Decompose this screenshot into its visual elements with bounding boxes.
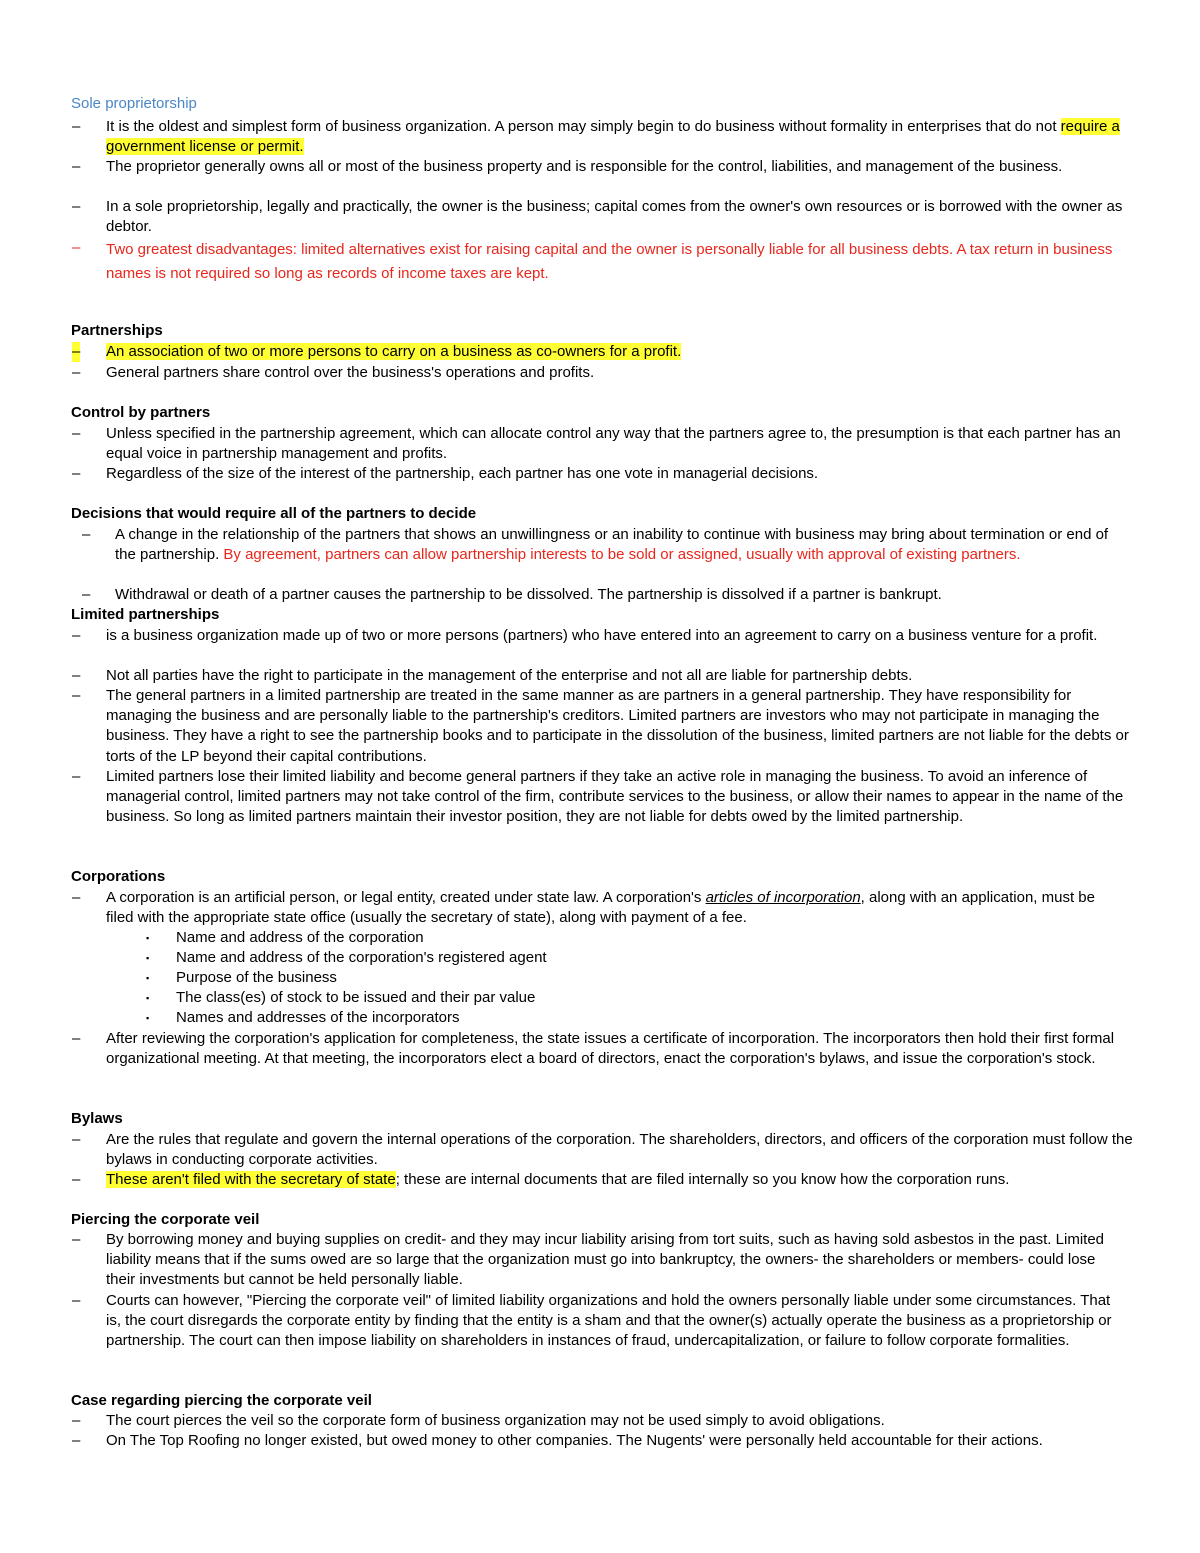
dash-marker: – bbox=[72, 1030, 81, 1047]
list-item: Name and address of the corporation's registered agent bbox=[176, 949, 547, 966]
heading-limited-partnerships: Limited partnerships bbox=[71, 606, 220, 623]
dash-marker: – bbox=[72, 1171, 81, 1188]
articles-link[interactable]: articles of incorporation bbox=[705, 889, 861, 906]
text-run: A change in the relationship of the partners that shows an unwillingness or an inability to continue with business may bring about termination or end of the partnership. bbox=[115, 526, 1109, 564]
heading-sole-proprietorship: Sole proprietorship bbox=[71, 95, 197, 112]
paragraph bbox=[106, 888, 1096, 928]
list-item: Names and addresses of the incorporators bbox=[176, 1009, 460, 1026]
dash-marker: – bbox=[72, 425, 81, 442]
text-run: , along with an application, must be filed with the appropriate state office (usually the secretary of state), along with payment of a fee. bbox=[106, 889, 1095, 927]
dash-marker: – bbox=[72, 198, 81, 215]
text-run: A corporation is an artificial person, or legal entity, created under state law. A corporation's bbox=[106, 889, 706, 906]
heading-control-by-partners: Control by partners bbox=[71, 404, 211, 421]
paragraph: Unless specified in the partnership agreement, which can allocate control any way that the partners agree to, the presumption is that each partner has an equal voice in partnership management and profits. bbox=[106, 425, 1121, 463]
dash-marker: – bbox=[72, 364, 81, 381]
paragraph: After reviewing the corporation's application for completeness, the state issues a certificate of incorporation. The incorporators then hold their first formal organizational meeting. At that meeting, the incorporators elect a board of directors, enact the corporation's bylaws, and issue the corporation's stock. bbox=[106, 1030, 1115, 1068]
dash-marker: – bbox=[72, 158, 81, 175]
dash-marker: – bbox=[72, 118, 81, 135]
text-run: It is the oldest and simplest form of business organization. A person may simply begin to do business without formality in enterprises that do not bbox=[106, 118, 1061, 135]
paragraph: The proprietor generally owns all or most of the business property and is responsible for the control, liabilities, and management of the business. bbox=[106, 158, 1063, 175]
bullet-marker: ▪ bbox=[146, 1013, 150, 1023]
paragraph: The general partners in a limited partnership are treated in the same manner as are partners in a general partnership. They have responsibility for managing the business and are personally liable to the partnership's creditors. Limited partners are investors who may not participate in managing the business. They have a right to see the partnership books and to participate in the dissolution of the business, limited partners are not liable for the debts or torts of the LP beyond their capital contributions. bbox=[106, 687, 1129, 765]
paragraph: In a sole proprietorship, legally and practically, the owner is the business; capital comes from the owner's own resources or is borrowed with the owner as debtor. bbox=[106, 198, 1123, 236]
paragraph bbox=[115, 525, 1130, 565]
paragraph: General partners share control over the business's operations and profits. bbox=[106, 364, 595, 381]
dash-marker: – bbox=[72, 1432, 81, 1449]
paragraph: By borrowing money and buying supplies on credit- and they may incur liability arising from tort suits, such as having sold asbestos in the past. Limited liability means that if the sums owed are so large that the organization must go into bankruptcy, the owners- the shareholders or members- could lose their investments but cannot be held personally liable. bbox=[106, 1231, 1104, 1289]
paragraph: Regardless of the size of the interest of the partnership, each partner has one vote in managerial decisions. bbox=[106, 465, 819, 482]
dash-marker: – bbox=[72, 889, 81, 906]
highlighted-text: These aren't filed with the secretary of state bbox=[106, 1171, 396, 1188]
dash-marker: – bbox=[72, 343, 81, 360]
dash-marker: – bbox=[72, 465, 81, 482]
text-run: ; these are internal documents that are filed internally so you know how the corporation runs. bbox=[395, 1171, 1010, 1188]
paragraph bbox=[106, 342, 681, 362]
dash-marker: – bbox=[72, 687, 81, 704]
dash-marker: – bbox=[82, 526, 91, 543]
dash-marker: – bbox=[72, 667, 81, 684]
red-text: By agreement, partners can allow partnership interests to be sold or assigned, usually with approval of existing partners. bbox=[223, 546, 1021, 564]
bullet-marker: ▪ bbox=[146, 993, 150, 1003]
paragraph: Courts can however, "Piercing the corporate veil" of limited liability organizations and hold the owners personally liable under some circumstances. That is, the court disregards the corporate entity by finding that the entity is a sham and that the owner(s) actually operate the business as a proprietorship or partnership. The court can then impose liability on shareholders in instances of fraud, undercapitalization, or failure to follow corporate formalities. bbox=[106, 1292, 1112, 1350]
dash-marker: – bbox=[72, 768, 81, 785]
heading-case: Case regarding piercing the corporate veil bbox=[71, 1392, 372, 1409]
dash-marker: – bbox=[72, 1292, 81, 1309]
paragraph bbox=[106, 1170, 1136, 1190]
heading-piercing: Piercing the corporate veil bbox=[71, 1211, 260, 1228]
bullet-marker: ▪ bbox=[146, 973, 150, 983]
paragraph: Are the rules that regulate and govern the internal operations of the corporation. The shareholders, directors, and officers of the corporation must follow the bylaws in conducting corporate activities. bbox=[106, 1131, 1133, 1169]
dash-marker: – bbox=[72, 1412, 81, 1429]
list-item: Purpose of the business bbox=[176, 969, 337, 986]
paragraph: Not all parties have the right to participate in the management of the enterprise and not all are liable for partnership debts. bbox=[106, 667, 913, 684]
dash-marker: – bbox=[72, 1231, 81, 1248]
dash-marker: – bbox=[72, 627, 81, 644]
bullet-marker: ▪ bbox=[146, 953, 150, 963]
paragraph: The court pierces the veil so the corporate form of business organization may not be used simply to avoid obligations. bbox=[106, 1412, 885, 1429]
paragraph-red: Two greatest disadvantages: limited alternatives exist for raising capital and the owner is personally liable for all business debts. A tax return in business names is not required so long as records of income taxes are kept. bbox=[106, 241, 1113, 282]
heading-decisions: Decisions that would require all of the partners to decide bbox=[71, 505, 477, 522]
paragraph bbox=[106, 117, 1136, 157]
list-item: Name and address of the corporation bbox=[176, 929, 424, 946]
list-item: The class(es) of stock to be issued and their par value bbox=[176, 989, 536, 1006]
dash-marker: – bbox=[82, 586, 91, 603]
dash-marker: – bbox=[72, 239, 81, 256]
paragraph: is a business organization made up of two or more persons (partners) who have entered into an agreement to carry on a business venture for a profit. bbox=[106, 627, 1098, 644]
highlighted-text: An association of two or more persons to carry on a business as co-owners for a profit. bbox=[106, 343, 682, 360]
dash-marker: – bbox=[72, 1131, 81, 1148]
paragraph: Limited partners lose their limited liability and become general partners if they take an active role in managing the business. To avoid an inference of managerial control, limited partners may not take control of the firm, contribute services to the business, or allow their names to appear in the name of the business. So long as limited partners maintain their investor position, they are not liable for debts owed by the limited partnership. bbox=[106, 768, 1124, 826]
heading-bylaws: Bylaws bbox=[71, 1110, 123, 1127]
paragraph: On The Top Roofing no longer existed, but owed money to other companies. The Nugents' were personally held accountable for their actions. bbox=[106, 1432, 1043, 1449]
bullet-marker: ▪ bbox=[146, 933, 150, 943]
heading-corporations: Corporations bbox=[71, 868, 166, 885]
highlighted-text: require a government license or permit. bbox=[106, 118, 1120, 156]
paragraph: Withdrawal or death of a partner causes the partnership to be dissolved. The partnership is dissolved if a partner is bankrupt. bbox=[115, 586, 942, 603]
heading-partnerships: Partnerships bbox=[71, 322, 163, 339]
